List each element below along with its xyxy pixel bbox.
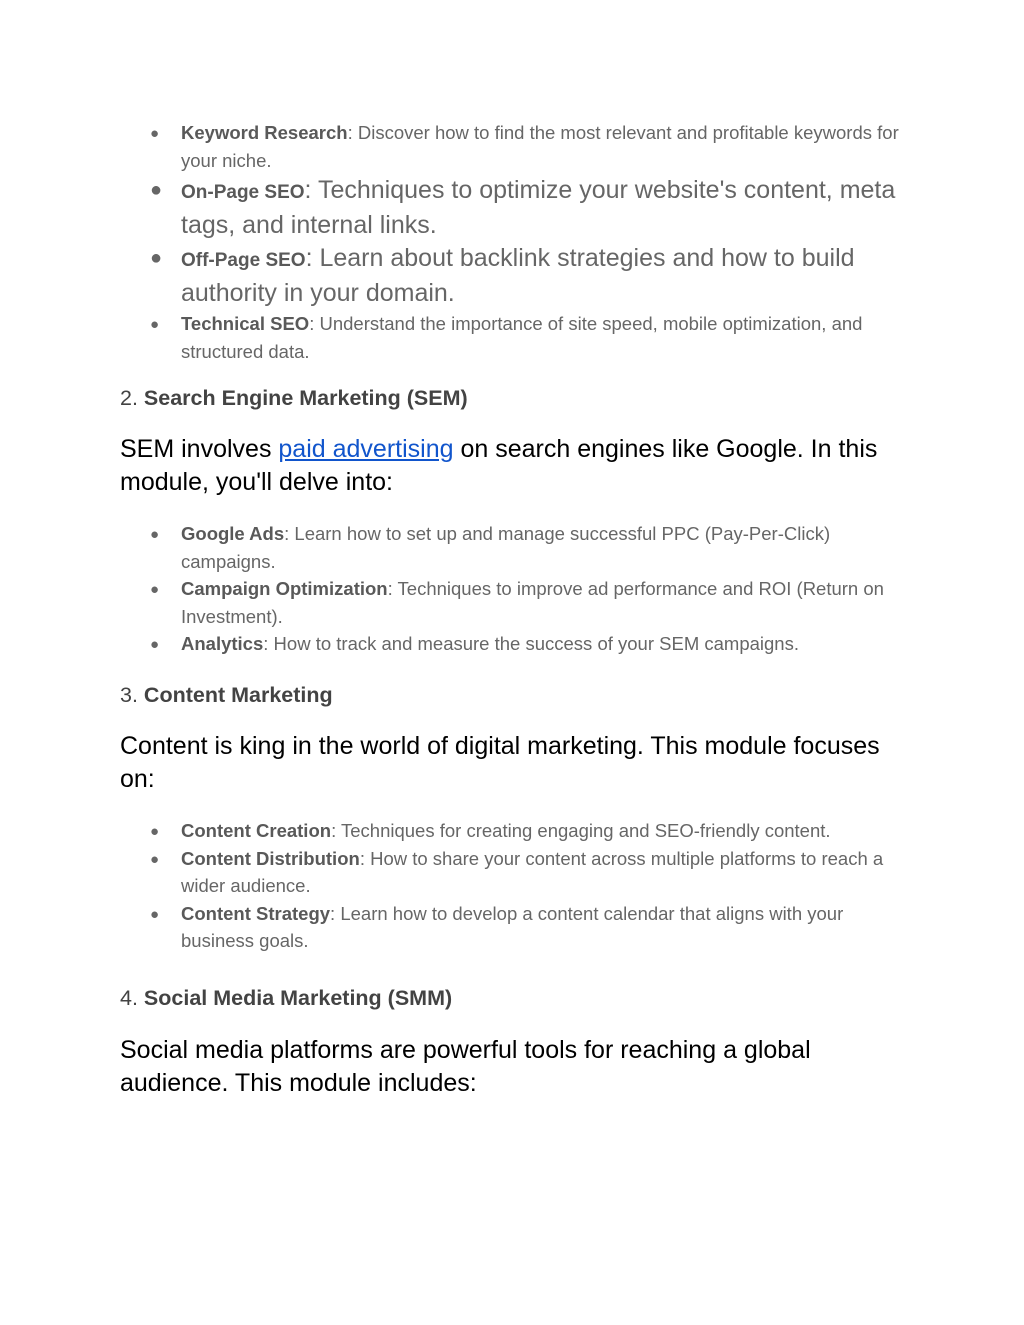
bullet-icon: ● <box>150 179 163 201</box>
bullet-icon: ● <box>150 125 160 142</box>
section-heading-smm <box>120 984 452 1012</box>
content-topic-list <box>150 817 920 955</box>
section-intro-smm: Social media platforms are powerful tools for reaching a global audience. This module includes: <box>120 1036 811 1097</box>
list-item <box>150 817 920 845</box>
list-item-text: : Techniques to optimize your website's content, meta tags, and internal links. <box>181 176 896 239</box>
list-item-term: Off-Page SEO <box>181 250 306 271</box>
bullet-icon: ● <box>150 636 160 653</box>
bullet-icon: ● <box>150 247 163 269</box>
list-item <box>150 630 920 658</box>
bullet-icon: ● <box>150 905 160 923</box>
bullet-icon: ● <box>150 581 160 598</box>
list-item <box>150 242 920 310</box>
list-item-text: : Learn about backlink strategies and how to build authority in your domain. <box>181 244 855 307</box>
section-title: Social Media Marketing (SMM) <box>143 986 453 1010</box>
paid-advertising-link[interactable]: paid advertising <box>278 435 454 463</box>
section-intro-sem <box>120 433 910 499</box>
list-item-term: On-Page SEO <box>181 182 305 203</box>
list-item-term: Content Strategy <box>181 902 331 924</box>
list-item-term: Campaign Optimization <box>181 578 388 599</box>
list-item-text: : Techniques to improve ad performance and ROI (Return on Investment). <box>181 578 884 627</box>
list-item <box>150 520 920 575</box>
section-number: 3. <box>120 683 138 707</box>
intro-text: SEM involves <box>120 435 279 463</box>
list-item-text: : Learn how to develop a content calendar that aligns with your business goals. <box>181 902 844 951</box>
list-item-term: Analytics <box>181 633 264 654</box>
section-title: Content Marketing <box>143 683 333 707</box>
list-item-term: Technical SEO <box>181 313 310 334</box>
list-item-term: Content Creation <box>181 820 332 841</box>
list-item-term: Content Distribution <box>181 847 360 869</box>
section-heading-sem <box>120 384 468 412</box>
list-item <box>150 119 920 174</box>
sem-topic-list <box>150 520 920 658</box>
bullet-icon: ● <box>150 526 160 543</box>
list-item-text: : How to track and measure the success of your SEM campaigns. <box>263 633 799 654</box>
bullet-icon: ● <box>150 850 160 868</box>
list-item <box>150 900 920 955</box>
list-item-term: Keyword Research <box>181 122 348 143</box>
section-title: Search Engine Marketing (SEM) <box>143 386 468 410</box>
section-number: 2. <box>120 386 138 410</box>
list-item <box>150 310 920 365</box>
list-item-text: : Techniques for creating engaging and SEO-friendly content. <box>331 820 831 841</box>
list-item <box>150 845 920 900</box>
bullet-icon: ● <box>150 316 160 333</box>
section-intro-content: Content is king in the world of digital marketing. This module focuses on: <box>120 732 880 793</box>
seo-topic-list <box>150 119 920 365</box>
section-number: 4. <box>120 986 138 1010</box>
list-item <box>150 575 920 630</box>
intro-text: on search engines like Google. In this module, you'll delve into: <box>120 435 878 496</box>
list-item-text: : Learn how to set up and manage successful PPC (Pay-Per-Click) campaigns. <box>181 523 831 572</box>
list-item-text: : How to share your content across multiple platforms to reach a wider audience. <box>181 847 884 896</box>
list-item-text: : Discover how to find the most relevant and profitable keywords for your niche. <box>181 122 899 171</box>
section-heading-content <box>120 681 333 709</box>
bullet-icon: ● <box>150 823 160 840</box>
list-item-term: Google Ads <box>181 523 285 544</box>
list-item-text: : Understand the importance of site speed, mobile optimization, and structured data. <box>181 313 863 362</box>
list-item <box>150 174 920 242</box>
